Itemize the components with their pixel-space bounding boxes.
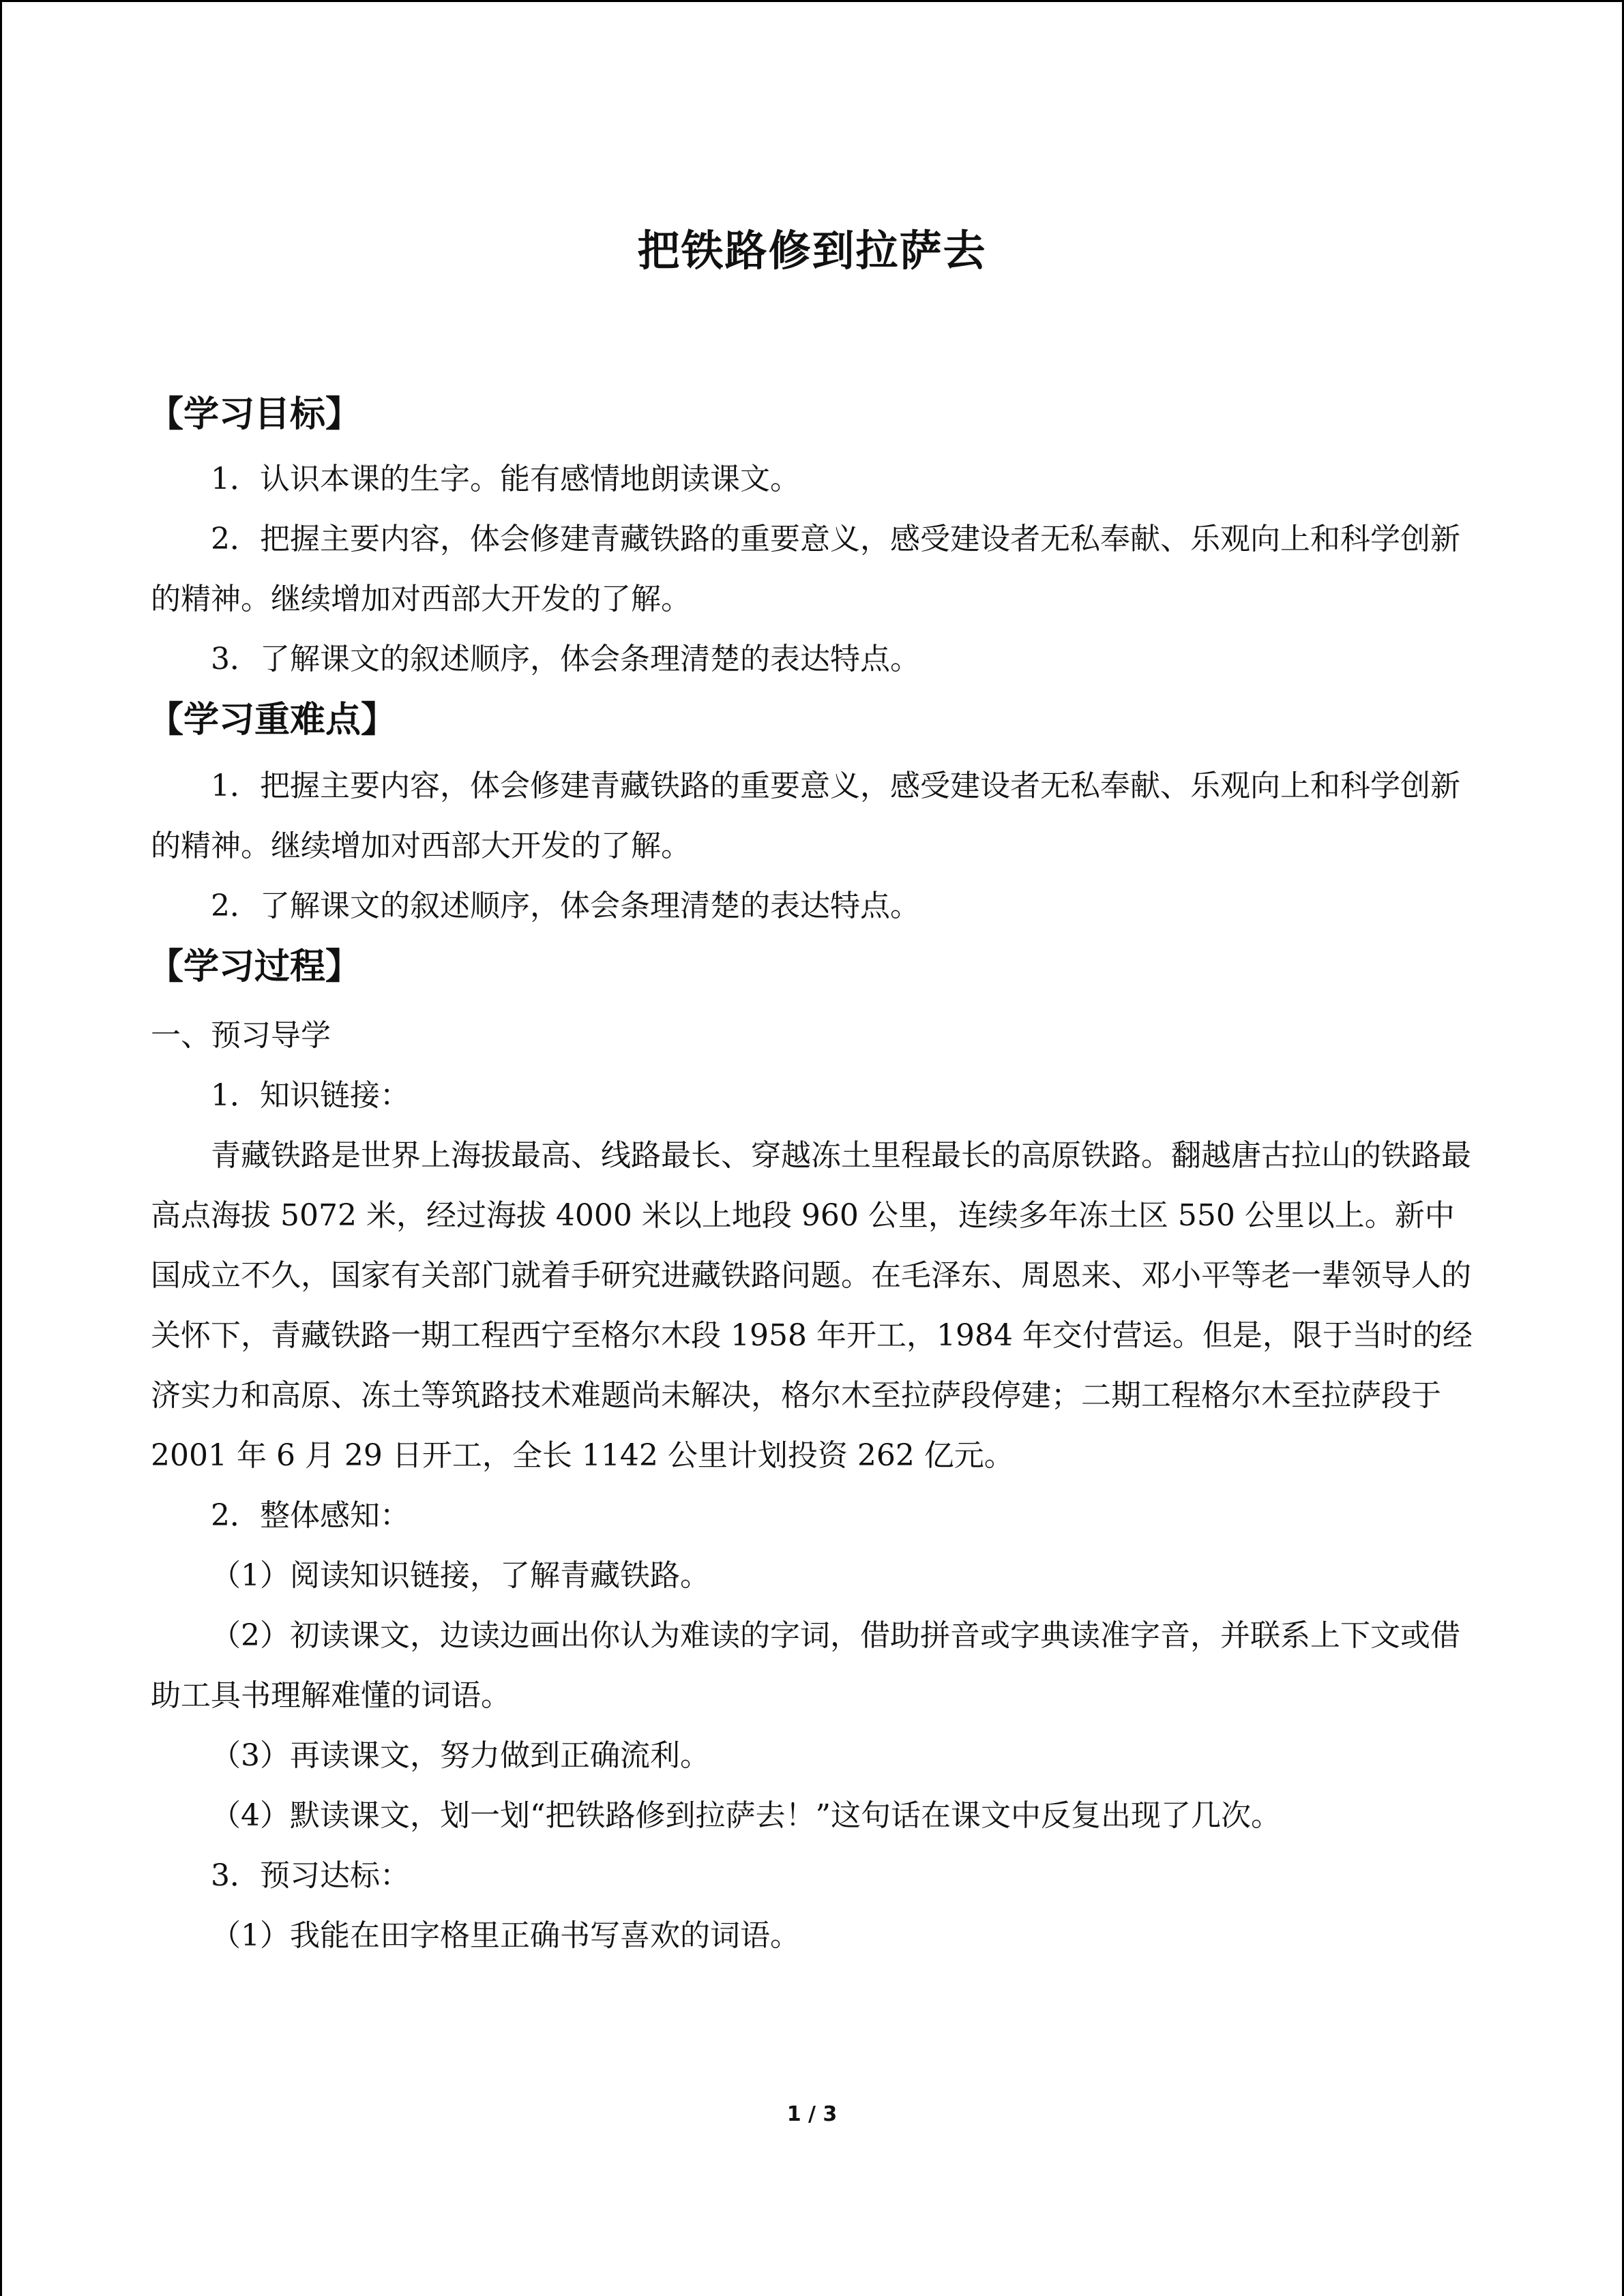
- preview-item: （1）我能在田字格里正确书写喜欢的词语。: [211, 1918, 800, 1953]
- perception-item: （3）再读课文，努力做到正确流利。: [211, 1738, 710, 1773]
- document-body: [148, 384, 1477, 1966]
- perception-item: （1）阅读知识链接，了解青藏铁路。: [211, 1558, 710, 1593]
- perception-item: （2）初读课文，边读边画出你认为难读的字词，借助拼音或字典读准字音，并联系上下文或借助工具书理解难懂的词语。: [151, 1618, 1460, 1713]
- goal-item: 2．把握主要内容，体会修建青藏铁路的重要意义，感受建设者无私奉献、乐观向上和科学创新的精神。继续增加对西部大开发的了解。: [151, 522, 1460, 616]
- section-heading-key-points: 【学习重难点】: [148, 700, 397, 741]
- page-number: 1 / 3: [786, 2102, 838, 2126]
- subsection-title-preview: 3．预习达标：: [211, 1858, 410, 1893]
- goal-item: 1．认识本课的生字。能有感情地朗读课文。: [211, 462, 800, 496]
- subsection-title-perception: 2．整体感知：: [211, 1498, 410, 1533]
- section-heading-goals: 【学习目标】: [148, 394, 361, 435]
- knowledge-paragraph: 青藏铁路是世界上海拔最高、线路最长、穿越冻土里程最长的高原铁路。翻越唐古拉山的铁路最高点海拔 5072 米，经过海拔 4000 米以上地段 960 公里，连续多年冻土区 550 公里以上。新中国成立不久，国家有关部门就着手研究进藏铁路问题。在毛泽东、周恩来、邓小平等老一辈领导人的关怀下，青藏铁路一期工程西宁至格尔木段 1958 年开工，1984 年交付营运。但是，限于当时的经济实力和高原、冻土等筑路技术难题尚未解决，格尔木至拉萨段停建；二期工程格尔木至拉萨段于 2001 年 6 月 29 日开工，全长 1142 公里计划投资 262 亿元。: [151, 1138, 1473, 1473]
- section-heading-process: 【学习过程】: [148, 946, 361, 987]
- key-point-item: 1．把握主要内容，体会修建青藏铁路的重要意义，感受建设者无私奉献、乐观向上和科学创新的精神。继续增加对西部大开发的了解。: [151, 769, 1460, 863]
- document-title: 把铁路修到拉萨去: [637, 226, 987, 275]
- perception-item: （4）默读课文，划一划“把铁路修到拉萨去！”这句话在课文中反复出现了几次。: [211, 1798, 1281, 1833]
- subsection-title-knowledge: 1．知识链接：: [211, 1078, 410, 1113]
- goal-item: 3．了解课文的叙述顺序，体会条理清楚的表达特点。: [211, 642, 920, 676]
- part-title: 一、预习导学: [151, 1018, 331, 1053]
- key-point-item: 2．了解课文的叙述顺序，体会条理清楚的表达特点。: [211, 889, 920, 923]
